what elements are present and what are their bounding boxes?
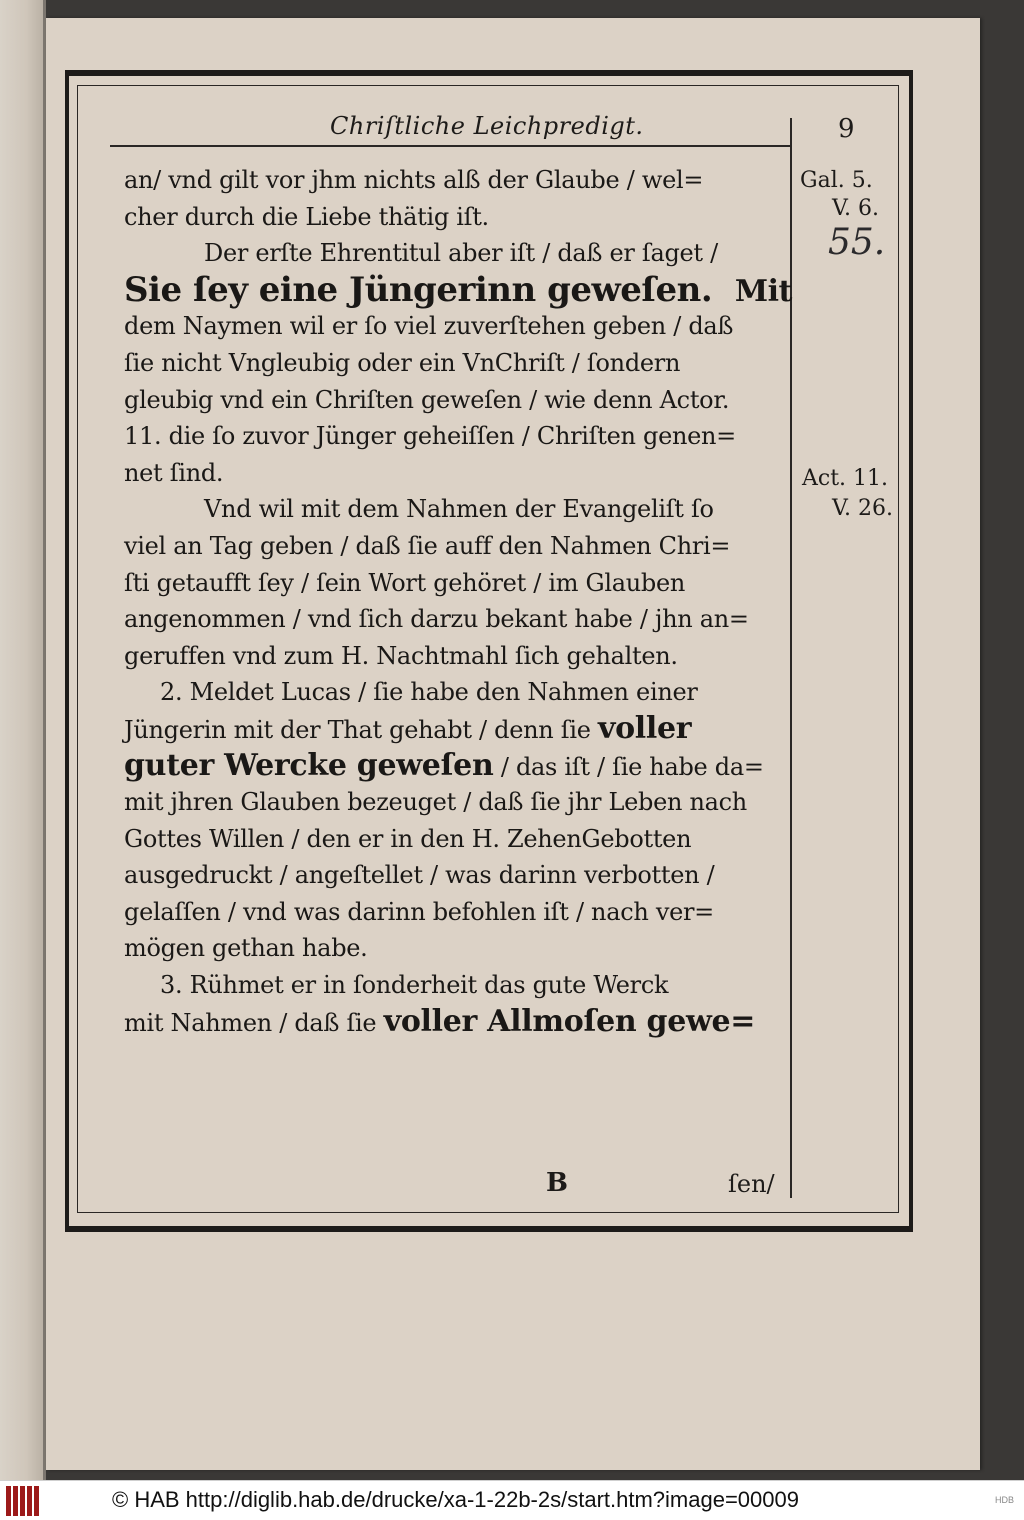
text-line: Der erſte Ehrentitul aber iſt / daß er ſaget / — [204, 239, 718, 268]
text-line-tail: / das iſt / ſie habe da= — [500, 752, 764, 781]
text-line: mit jhren Glauben bezeuget / daß ſie jhr Leben nach — [124, 788, 747, 817]
margin-note-gal: Gal. 5. — [800, 168, 873, 193]
text-line: an/ vnd gilt vor jhm nichts alß der Glaube / wel= — [124, 166, 704, 194]
text-line-head: Jüngerin mit der That gehabt / denn ſie — [124, 715, 591, 744]
text-line: gleubig vnd ein Chriſten geweſen / wie denn Actor. — [124, 385, 730, 414]
header-rule — [110, 145, 790, 147]
text-line: viel an Tag geben / daß ſie auff den Nahmen Chri= — [124, 531, 731, 560]
emphasis-phrase: voller — [597, 710, 692, 746]
text-line: ausgedruckt / angeſtellet / was darinn verbotten / — [124, 861, 715, 890]
text-line-tail: Mit — [734, 273, 792, 309]
text-line-emphasis — [124, 269, 792, 310]
text-line: gelaſſen / vnd was darinn befohlen iſt / nach ver= — [124, 897, 714, 926]
hab-logo-icon — [6, 1486, 50, 1516]
text-line: net ſind. — [124, 458, 224, 487]
emphasis-phrase: voller Allmoſen gewe= — [383, 1003, 756, 1039]
text-line — [124, 748, 792, 785]
text-line: cher durch die Liebe thätig iſt. — [124, 202, 489, 231]
catchword: ſen/ — [728, 1170, 775, 1198]
emphasis-phrase: guter Wercke geweſen — [124, 747, 494, 783]
margin-note-act: Act. 11. — [802, 466, 889, 491]
footer-copyright-link[interactable]: © HAB http://diglib.hab.de/drucke/xa-1-22b-2s/start.htm?image=00009 — [112, 1487, 799, 1512]
text-line: Vnd wil mit dem Nahmen der Evangeliſt ſo — [204, 495, 714, 524]
text-line: mögen gethan habe. — [124, 934, 368, 963]
text-line-head: mit Nahmen / daß ſie — [124, 1008, 377, 1037]
text-line: ſti getaufft ſey / ſein Wort gehöret / im Glauben — [124, 568, 686, 597]
margin-note-gal-verse: V. 6. — [832, 196, 880, 221]
emphasis-phrase: Sie ſey eine Jüngerinn geweſen. — [124, 269, 713, 310]
text-line — [124, 711, 792, 748]
text-line: geruffen vnd zum H. Nachtmahl ſich gehalten. — [124, 641, 678, 670]
text-line: 2. Meldet Lucas / ſie habe den Nahmen einer — [160, 678, 698, 707]
text-line: 11. die ſo zuvor Jünger geheiſſen / Chriſten genen= — [124, 422, 736, 451]
footer-bar — [0, 1480, 1024, 1520]
footer-mark: HDB — [994, 1495, 1014, 1505]
text-line — [124, 1004, 792, 1041]
adjacent-page-edge — [0, 0, 44, 1480]
text-line: ſie nicht Vngleubig oder ein VnChriſt / ſondern — [124, 348, 681, 377]
running-head: Chriſtliche Leichpredigt. — [330, 112, 644, 140]
text-line: angenommen / vnd ſich darzu bekant habe / jhn an= — [124, 605, 749, 634]
text-line: dem Naymen wil er ſo viel zuverſtehen geben / daß — [124, 312, 734, 341]
margin-note-act-verse: V. 26. — [832, 496, 894, 521]
signature-mark: B — [546, 1168, 568, 1198]
page-number: 9 — [838, 114, 855, 144]
handwritten-folio-number: 55. — [828, 222, 886, 263]
text-line: Gottes Willen / den er in den H. ZehenGebotten — [124, 824, 692, 853]
body-text — [124, 162, 792, 1040]
text-line: 3. Rühmet er in ſonderheit das gute Werck — [160, 971, 669, 1000]
